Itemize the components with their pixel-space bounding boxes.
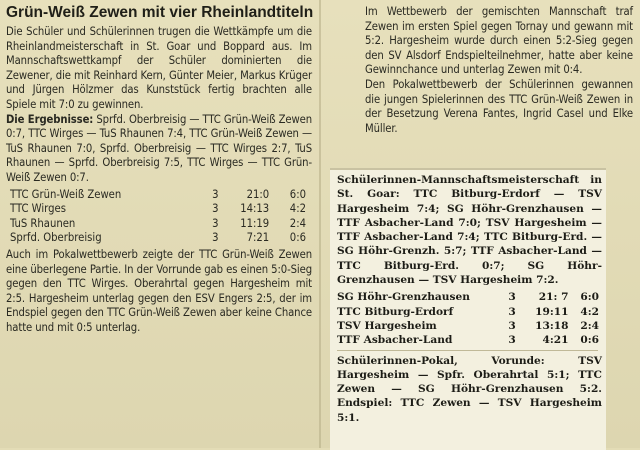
table-row [337, 319, 599, 333]
boys-standings-table [10, 188, 306, 246]
games: 13:18 [535, 319, 569, 332]
box-separator [337, 350, 598, 351]
team-name: TuS Rhaunen [10, 216, 76, 230]
left-column [0, 0, 318, 335]
box-heading: Schülerinnen-Mannschaftsmeisterschaft in St. Goar: [337, 174, 602, 201]
team-name: TTC Grün-Weiß Zewen [10, 187, 122, 201]
table-row [10, 188, 306, 203]
games: 21:0 [246, 187, 270, 201]
mixed-team-paragraph: Im Wettbewerb der gemischten Mannschaft traf Zewen im ersten Spiel gegen Tornay und gewann mit 5:2. Hargesheim wurde durch einen 5:2-Sieg gegen den SV Alsdorf Endspielteilnehmer, hatte aber keine Gewinnchance und unterlag Zewen mit 0:4. [365, 5, 633, 77]
matches: 3 [212, 202, 219, 216]
games: 14:13 [240, 202, 270, 216]
team-name: TTF Asbacher-Land [337, 334, 453, 347]
matches: 3 [212, 216, 219, 230]
games: 7:21 [246, 231, 270, 245]
points: 2:4 [289, 216, 306, 230]
box-results-text: TTC Bitburg-Erdorf — TSV Hargesheim 7:4; SG Höhr-Grenzhausen — TTF Asbacher-Land 7:0; TSV Hargesheim — TTF Asbacher-Land 7:4; TTC Bitburg-Erd. — SG Höhr-Grenzh. 5:7; TTF Asbacher-Land — TTC Bitburg-Erd. 0:7; SG Höhr-Grenzhausen — TSV Hargesheim 7:2. [337, 188, 603, 287]
table-row [337, 305, 599, 319]
matches: 3 [508, 334, 516, 347]
team-name: TSV Hargesheim [337, 319, 437, 332]
team-name: TTC Wirges [10, 202, 66, 216]
games: 19:11 [535, 305, 569, 318]
box-cup-heading: Schülerinnen-Pokal, [337, 354, 458, 367]
intro-paragraph: Die Schüler und Schülerinnen trugen die Wettkämpfe um die Rheinlandmeisterschaft in St. Goar und Boppard aus. Im Mannschaftswettkampf der Schüler dominierten die Zewener, die mit Reinhard Kern, Günter Meier, Markus Krüger und Jürgen Hölzmer das Kunststück fertig brachten alle Spiele mit 7:0 zu gewinnen. [6, 25, 312, 111]
points: 4:2 [580, 305, 599, 318]
matches: 3 [212, 231, 219, 245]
points: 6:0 [289, 187, 306, 201]
girls-cup-paragraph: Den Pokalwettbewerb der Schülerinnen gewannen die jungen Spielerinnen des TTC Grün-Weiß Zewen in der Besetzung Verena Fantes, Ingrid Casel und Elke Müller. [365, 77, 633, 135]
article-headline: Grün-Weiß Zewen mit vier Rheinlandtiteln [6, 4, 314, 21]
team-name: Sprfd. Oberbreisig [10, 231, 102, 245]
points: 6:0 [580, 291, 599, 304]
results-text: Sprfd. Oberbreisig — TTC Grün-Weiß Zewen 0:7, TTC Wirges — TuS Rhaunen 7:4, TTC Grün-Weiß Zewen — TuS Rhaunen 7:0, Sprfd. Oberbreisig — TTC Wirges 2:7, TuS Rhaunen — Sprfd. Oberbreisig 7:5, TTC Wirges — TTC Grün-Weiß Zewen 0:7. [6, 112, 312, 184]
results-paragraph [6, 113, 312, 186]
table-row [337, 333, 599, 347]
points: 2:4 [580, 319, 599, 332]
table-row [10, 202, 306, 217]
matches: 3 [212, 187, 219, 201]
table-row [10, 231, 306, 246]
points: 0:6 [580, 334, 599, 347]
points: 0:6 [289, 231, 306, 245]
box-cup-paragraph [337, 354, 602, 425]
points: 4:2 [289, 202, 306, 216]
right-column [323, 0, 640, 136]
matches: 3 [508, 319, 516, 332]
matches: 3 [508, 305, 516, 318]
results-box [330, 168, 606, 450]
games: 4:21 [542, 334, 569, 347]
box-results-paragraph [337, 173, 602, 287]
team-name: SG Höhr-Grenzhausen [337, 291, 470, 304]
table-row [10, 217, 306, 232]
table-row [337, 290, 599, 304]
matches: 3 [508, 291, 516, 304]
girls-standings-table [337, 290, 599, 347]
cup-paragraph: Auch im Pokalwettbewerb zeigte der TTC Grün-Weiß Zewen eine überlegene Partie. In der Vorrunde gab es einen 5:0-Sieg gegen den TTC Wirges. Oberahrtal gegen Hargesheim mit 2:5. Hargesheim unterlag gegen den ESV Engers 2:5, der im Endspiel gegen den TTC Grün-Weiß Zewen aber keine Chance hatte und mit 0:5 unterlag. [6, 247, 312, 334]
games: 21: 7 [538, 291, 569, 304]
column-divider [319, 0, 321, 448]
games: 11:19 [240, 216, 270, 230]
results-label: Die Ergebnisse: [6, 112, 94, 126]
box-cup-text: Vorunde: TSV Hargesheim — Spfr. Oberahrtal 5:1; TTC Zewen — SG Höhr-Grenzhausen 5:2. Endspiel: TTC Zewen — TSV Hargesheim 5:1. [337, 354, 602, 424]
team-name: TTC Bitburg-Erdorf [337, 305, 454, 318]
